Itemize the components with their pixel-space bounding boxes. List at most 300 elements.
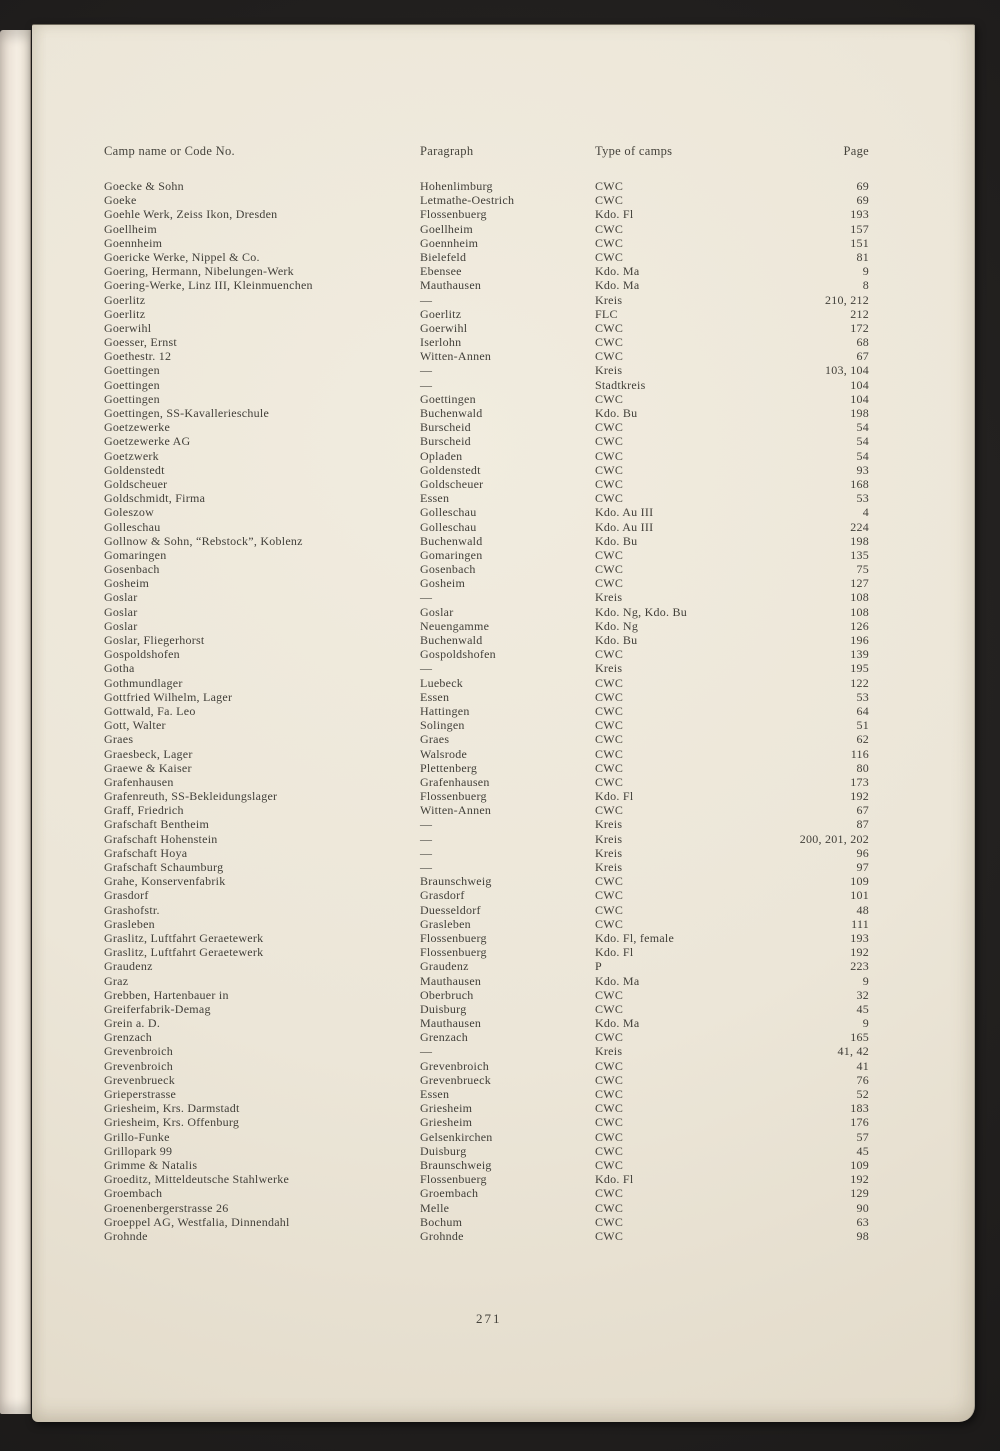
table-row: [32, 1030, 974, 1044]
page-number-cell: 135: [850, 547, 869, 562]
paragraph-cell: —: [420, 1044, 433, 1059]
paragraph-cell: Hohenlimburg: [420, 179, 493, 193]
table-row: [32, 349, 974, 363]
page-number-cell: 122: [850, 675, 869, 690]
page-number-cell: 192: [850, 789, 869, 804]
camp-name-cell: Goeke: [104, 193, 137, 208]
paragraph-cell: Essen: [420, 689, 450, 704]
book-page: [32, 24, 975, 1422]
paragraph-cell: Letmathe-Oestrich: [420, 193, 515, 208]
page-number-cell: 212: [850, 306, 869, 321]
camp-type-cell: CWC: [595, 916, 624, 931]
table-row: [32, 293, 974, 307]
camp-name-cell: Graudenz: [104, 959, 153, 974]
page-number-cell: 48: [856, 902, 869, 917]
table-row: [32, 179, 974, 193]
camp-type-cell: CWC: [595, 320, 624, 335]
table-row: [32, 874, 974, 888]
camp-type-cell: FLC: [595, 306, 618, 321]
camp-type-cell: CWC: [595, 746, 624, 761]
page-number-cell: 104: [850, 391, 869, 406]
table-row: [32, 534, 974, 548]
page-stack-edge: [0, 30, 31, 1414]
table-row: [32, 477, 974, 491]
camp-name-cell: Graslitz, Luftfahrt Geraetewerk: [104, 930, 264, 945]
camp-name-cell: Goerwihl: [104, 320, 152, 335]
camp-name-cell: Graff, Friedrich: [104, 803, 184, 818]
table-row: [32, 321, 974, 335]
page-number-cell: 93: [856, 462, 869, 477]
page-number-cell: 96: [856, 845, 869, 860]
camp-type-cell: CWC: [595, 462, 624, 477]
camp-name-cell: Grasdorf: [104, 888, 149, 903]
paragraph-cell: Braunschweig: [420, 874, 492, 889]
page-number-cell: 62: [856, 732, 869, 747]
paragraph-cell: —: [420, 817, 433, 832]
camp-name-cell: Goettingen: [104, 363, 160, 378]
paragraph-cell: Gospoldshofen: [420, 647, 496, 662]
page-number-cell: 183: [850, 1101, 869, 1116]
page-number-cell: 101: [850, 888, 869, 903]
col-header-paragraph: Paragraph: [420, 144, 474, 158]
table-row: [32, 647, 974, 661]
camp-type-cell: CWC: [595, 1101, 624, 1116]
camp-name-cell: Gotha: [104, 661, 135, 676]
page-number-cell: 165: [850, 1030, 869, 1045]
camp-type-cell: CWC: [595, 1186, 624, 1201]
paragraph-cell: Grasleben: [420, 916, 471, 931]
camp-name-cell: Grohnde: [104, 1228, 148, 1243]
paragraph-cell: —: [420, 831, 433, 846]
camp-type-cell: Kreis: [595, 860, 623, 874]
paragraph-cell: Ebensee: [420, 264, 462, 279]
camp-type-cell: CWC: [595, 874, 624, 889]
camp-type-cell: CWC: [595, 547, 624, 562]
paragraph-cell: Mauthausen: [420, 278, 482, 293]
paragraph-cell: Mauthausen: [420, 1016, 482, 1031]
paragraph-cell: Graes: [420, 732, 450, 747]
table-row: [32, 576, 974, 590]
camp-name-cell: Goslar, Fliegerhorst: [104, 633, 205, 647]
camp-type-cell: Kreis: [595, 292, 623, 307]
paragraph-cell: Luebeck: [420, 675, 464, 690]
camp-name-cell: Goethestr. 12: [104, 349, 172, 364]
page-number: 271: [476, 1311, 502, 1326]
page-number-cell: 51: [856, 718, 869, 733]
camp-name-cell: Grafschaft Hoya: [104, 845, 188, 860]
table-row: [32, 307, 974, 321]
camp-name-cell: Grafenreuth, SS-Bekleidungslager: [104, 789, 278, 804]
camp-name-cell: Graslitz, Luftfahrt Geraetewerk: [104, 945, 264, 960]
camp-name-cell: Grevenbrueck: [104, 1072, 175, 1087]
page-number-cell: 64: [856, 703, 869, 718]
page-number-cell: 198: [850, 406, 869, 420]
camp-type-cell: Kdo. Au III: [595, 519, 654, 534]
table-row: [32, 803, 974, 817]
col-header-type-of-camps: Type of camps: [595, 144, 673, 158]
paragraph-cell: —: [420, 845, 433, 860]
page-number-cell: 193: [850, 930, 869, 945]
camp-type-cell: Kdo. Ma: [595, 1016, 640, 1031]
paragraph-cell: Buchenwald: [420, 633, 483, 647]
camp-type-cell: Kreis: [595, 363, 623, 378]
page-number-cell: 53: [856, 689, 869, 704]
table-row: [32, 732, 974, 746]
table-row: [32, 378, 974, 392]
paragraph-cell: —: [420, 661, 433, 676]
table-row: [32, 222, 974, 236]
camp-name-cell: Grillo-Funke: [104, 1129, 170, 1144]
paragraph-cell: Oberbruch: [420, 987, 474, 1002]
camp-name-cell: Grein a. D.: [104, 1016, 161, 1031]
camp-name-cell: Goettingen: [104, 377, 160, 392]
page-number-cell: 87: [856, 817, 869, 832]
paragraph-cell: Mauthausen: [420, 973, 482, 988]
paragraph-cell: —: [420, 292, 433, 307]
table-row: [32, 520, 974, 534]
page-number-cell: 111: [851, 916, 869, 931]
paragraph-cell: Flossenbuerg: [420, 930, 487, 945]
page-number-cell: 103, 104: [825, 363, 869, 378]
paragraph-cell: —: [420, 860, 433, 874]
paragraph-cell: Flossenbuerg: [420, 207, 487, 222]
camp-type-cell: CWC: [595, 448, 624, 463]
table-row: [32, 661, 974, 675]
paragraph-cell: Goettingen: [420, 391, 476, 406]
camp-type-cell: CWC: [595, 420, 624, 435]
table-row: [32, 832, 974, 846]
camp-name-cell: Grafenhausen: [104, 774, 174, 789]
camp-type-cell: CWC: [595, 760, 624, 775]
camp-type-cell: CWC: [595, 179, 624, 193]
paragraph-cell: Grohnde: [420, 1228, 464, 1243]
camp-type-cell: Kdo. Fl: [595, 789, 634, 804]
page-number-cell: 32: [856, 987, 869, 1002]
camp-type-cell: Kreis: [595, 817, 623, 832]
page-number-cell: 52: [856, 1087, 869, 1101]
page-number-cell: 98: [856, 1228, 869, 1243]
table-row: [32, 207, 974, 221]
camp-name-cell: Goellheim: [104, 221, 157, 236]
camp-name-cell: Groeppel AG, Westfalia, Dinnendahl: [104, 1214, 290, 1229]
camp-type-cell: Stadtkreis: [595, 377, 646, 392]
camp-name-cell: Groenenbergerstrasse 26: [104, 1200, 229, 1215]
table-row: [32, 917, 974, 931]
camp-type-cell: CWC: [595, 1072, 624, 1087]
page-number-cell: 4: [862, 505, 869, 520]
table-row: [32, 1130, 974, 1144]
camp-type-cell: CWC: [595, 1200, 624, 1215]
camp-name-cell: Gollnow & Sohn, “Rebstock”, Koblenz: [104, 533, 303, 548]
table-row: [32, 1115, 974, 1129]
paragraph-cell: —: [420, 363, 433, 378]
index-table: [32, 179, 974, 1243]
table-row: [32, 988, 974, 1002]
table-row: [32, 1101, 974, 1115]
paragraph-cell: Duesseldorf: [420, 902, 481, 917]
page-number-cell: 63: [856, 1214, 869, 1229]
camp-name-cell: Goettingen, SS-Kavallerieschule: [104, 406, 270, 420]
camp-name-cell: Goetzwerk: [104, 448, 159, 463]
paragraph-cell: Duisburg: [420, 1143, 467, 1158]
table-row: [32, 363, 974, 377]
camp-type-cell: CWC: [595, 1129, 624, 1144]
camp-name-cell: Gosenbach: [104, 562, 160, 577]
table-row: [32, 1059, 974, 1073]
table-row: [32, 1158, 974, 1172]
camp-type-cell: CWC: [595, 1157, 624, 1172]
page-number-cell: 41, 42: [837, 1044, 869, 1059]
camp-type-cell: CWC: [595, 647, 624, 662]
table-row: [32, 690, 974, 704]
camp-name-cell: Gosheim: [104, 576, 150, 591]
table-row: [32, 959, 974, 973]
page-number-cell: 68: [856, 335, 869, 350]
paragraph-cell: Goslar: [420, 604, 454, 619]
page-number-cell: 104: [850, 377, 869, 392]
table-row: [32, 420, 974, 434]
page-number-cell: 69: [856, 193, 869, 208]
page-number-cell: 45: [856, 1001, 869, 1016]
paragraph-cell: Gosheim: [420, 576, 466, 591]
camp-name-cell: Goslar: [104, 618, 138, 633]
table-row: [32, 463, 974, 477]
camp-name-cell: Groeditz, Mitteldeutsche Stahlwerke: [104, 1172, 290, 1187]
paragraph-cell: Essen: [420, 1087, 450, 1101]
table-row: [32, 193, 974, 207]
paragraph-cell: —: [420, 377, 433, 392]
camp-name-cell: Graes: [104, 732, 134, 747]
page-number-cell: 9: [862, 1016, 869, 1031]
camp-name-cell: Gott, Walter: [104, 718, 166, 733]
camp-type-cell: CWC: [595, 349, 624, 364]
paragraph-cell: Bielefeld: [420, 249, 467, 264]
camp-type-cell: CWC: [595, 576, 624, 591]
page-number-cell: 54: [856, 420, 869, 435]
paragraph-cell: Goellheim: [420, 221, 473, 236]
camp-name-cell: Grevenbroich: [104, 1044, 173, 1059]
camp-name-cell: Grashofstr.: [104, 902, 160, 917]
camp-name-cell: Goslar: [104, 590, 138, 605]
table-row: [32, 619, 974, 633]
paragraph-cell: Hattingen: [420, 703, 470, 718]
camp-type-cell: Kdo. Ma: [595, 264, 640, 279]
table-row: [32, 817, 974, 831]
camp-type-cell: Kdo. Ng, Kdo. Bu: [595, 604, 688, 619]
table-row: [32, 1044, 974, 1058]
paragraph-cell: Griesheim: [420, 1101, 473, 1116]
table-row: [32, 278, 974, 292]
camp-name-cell: Grebben, Hartenbauer in: [104, 987, 229, 1002]
table-row: [32, 676, 974, 690]
camp-name-cell: Gottwald, Fa. Leo: [104, 703, 196, 718]
page-number-cell: 127: [850, 576, 869, 591]
camp-type-cell: Kreis: [595, 845, 623, 860]
paragraph-cell: Grevenbroich: [420, 1058, 489, 1073]
table-row: [32, 974, 974, 988]
camp-name-cell: Grafschaft Bentheim: [104, 817, 210, 832]
paragraph-cell: Duisburg: [420, 1001, 467, 1016]
paragraph-cell: Opladen: [420, 448, 463, 463]
paragraph-cell: Flossenbuerg: [420, 1172, 487, 1187]
camp-name-cell: Goetzewerke: [104, 420, 171, 435]
camp-name-cell: Goldenstedt: [104, 462, 165, 477]
paragraph-cell: Melle: [420, 1200, 450, 1215]
page-number-cell: 192: [850, 945, 869, 960]
camp-type-cell: CWC: [595, 703, 624, 718]
camp-type-cell: Kdo. Ma: [595, 973, 640, 988]
page-number-cell: 80: [856, 760, 869, 775]
table-row: [32, 1073, 974, 1087]
camp-name-cell: Golleschau: [104, 519, 161, 534]
paragraph-cell: Flossenbuerg: [420, 945, 487, 960]
camp-name-cell: Goering, Hermann, Nibelungen-Werk: [104, 264, 294, 279]
camp-type-cell: CWC: [595, 1228, 624, 1243]
table-row: [32, 548, 974, 562]
paragraph-cell: Grenzach: [420, 1030, 468, 1045]
camp-type-cell: Kdo. Fl: [595, 207, 634, 222]
table-row: [32, 747, 974, 761]
camp-type-cell: CWC: [595, 803, 624, 818]
page-number-cell: 173: [850, 774, 869, 789]
camp-type-cell: CWC: [595, 1058, 624, 1073]
page-number-cell: 172: [850, 320, 869, 335]
paragraph-cell: Gelsenkirchen: [420, 1129, 493, 1144]
camp-name-cell: Graz: [104, 973, 129, 988]
paragraph-cell: Grevenbrueck: [420, 1072, 491, 1087]
paragraph-cell: Gomaringen: [420, 547, 483, 562]
camp-type-cell: CWC: [595, 235, 624, 250]
camp-type-cell: CWC: [595, 1115, 624, 1130]
camp-type-cell: CWC: [595, 249, 624, 264]
paragraph-cell: Graudenz: [420, 959, 469, 974]
table-row: [32, 633, 974, 647]
table-row: [32, 931, 974, 945]
page-number-cell: 129: [850, 1186, 869, 1201]
camp-name-cell: Goleszow: [104, 505, 154, 520]
paragraph-cell: Grafenhausen: [420, 774, 490, 789]
paragraph-cell: Golleschau: [420, 505, 477, 520]
table-row: [32, 434, 974, 448]
page-number-cell: 108: [850, 604, 869, 619]
page-number-cell: 9: [862, 973, 869, 988]
page-number-cell: 200, 201, 202: [799, 831, 869, 846]
camp-name-cell: Goetzewerke AG: [104, 434, 191, 449]
page-number-cell: 9: [862, 264, 869, 279]
table-row: [32, 335, 974, 349]
paragraph-cell: Goldscheuer: [420, 476, 484, 491]
camp-type-cell: Kdo. Fl, female: [595, 930, 675, 945]
camp-name-cell: Goesser, Ernst: [104, 335, 178, 350]
camp-name-cell: Griesheim, Krs. Darmstadt: [104, 1101, 240, 1116]
table-row: [32, 704, 974, 718]
page-number-cell: 53: [856, 491, 869, 506]
paragraph-cell: Grasdorf: [420, 888, 465, 903]
table-row: [32, 775, 974, 789]
table-row: [32, 903, 974, 917]
table-row: [32, 789, 974, 803]
page-number-cell: 41: [856, 1058, 869, 1073]
camp-name-cell: Grillopark 99: [104, 1143, 173, 1158]
camp-name-cell: Goerlitz: [104, 292, 146, 307]
page-number-cell: 8: [862, 278, 869, 293]
page-number-cell: 54: [856, 434, 869, 449]
camp-name-cell: Goettingen: [104, 391, 160, 406]
paragraph-cell: Goldenstedt: [420, 462, 481, 477]
paragraph-cell: Goennheim: [420, 235, 479, 250]
camp-type-cell: CWC: [595, 562, 624, 577]
paragraph-cell: Witten-Annen: [420, 803, 492, 818]
camp-type-cell: CWC: [595, 888, 624, 903]
camp-type-cell: CWC: [595, 675, 624, 690]
table-row: [32, 406, 974, 420]
page-number-cell: 224: [850, 519, 869, 534]
camp-type-cell: P: [595, 959, 602, 974]
camp-type-cell: Kdo. Ng: [595, 618, 639, 633]
table-row: [32, 392, 974, 406]
camp-name-cell: Griesheim, Krs. Offenburg: [104, 1115, 240, 1130]
paragraph-cell: —: [420, 590, 433, 605]
table-row: [32, 250, 974, 264]
table-row: [32, 590, 974, 604]
camp-type-cell: Kreis: [595, 1044, 623, 1059]
paragraph-cell: Walsrode: [420, 746, 468, 761]
camp-type-cell: CWC: [595, 476, 624, 491]
camp-type-cell: Kdo. Bu: [595, 406, 638, 420]
page-number-cell: 195: [850, 661, 869, 676]
paragraph-cell: Witten-Annen: [420, 349, 492, 364]
table-row: [32, 1229, 974, 1243]
camp-name-cell: Gomaringen: [104, 547, 167, 562]
table-row: [32, 1144, 974, 1158]
page-number-cell: 75: [856, 562, 869, 577]
page-number-cell: 193: [850, 207, 869, 222]
page-number-cell: 176: [850, 1115, 869, 1130]
page-number-cell: 157: [850, 221, 869, 236]
camp-name-cell: Goerlitz: [104, 306, 146, 321]
paragraph-cell: Bochum: [420, 1214, 463, 1229]
page-number-cell: 90: [856, 1200, 869, 1215]
camp-name-cell: Gothmundlager: [104, 675, 183, 690]
page-number-cell: 210, 212: [825, 292, 869, 307]
camp-type-cell: CWC: [595, 221, 624, 236]
camp-type-cell: Kreis: [595, 590, 623, 605]
camp-type-cell: CWC: [595, 689, 624, 704]
table-row: [32, 1172, 974, 1186]
camp-type-cell: CWC: [595, 1143, 624, 1158]
paragraph-cell: Groembach: [420, 1186, 479, 1201]
camp-name-cell: Grimme & Natalis: [104, 1157, 198, 1172]
camp-type-cell: CWC: [595, 1001, 624, 1016]
page-number-cell: 108: [850, 590, 869, 605]
table-row: [32, 562, 974, 576]
camp-type-cell: CWC: [595, 335, 624, 350]
page-number-cell: 54: [856, 448, 869, 463]
table-row: [32, 860, 974, 874]
paragraph-cell: Goerlitz: [420, 306, 462, 321]
camp-type-cell: Kreis: [595, 661, 623, 676]
page-number-cell: 67: [856, 803, 869, 818]
page-number-cell: 81: [856, 249, 869, 264]
page-number-cell: 57: [856, 1129, 869, 1144]
camp-type-cell: Kdo. Bu: [595, 633, 638, 647]
table-row: [32, 491, 974, 505]
paragraph-cell: Gosenbach: [420, 562, 476, 577]
table-row: [32, 945, 974, 959]
table-row: [32, 1087, 974, 1101]
camp-type-cell: CWC: [595, 391, 624, 406]
paragraph-cell: Neuengamme: [420, 618, 490, 633]
